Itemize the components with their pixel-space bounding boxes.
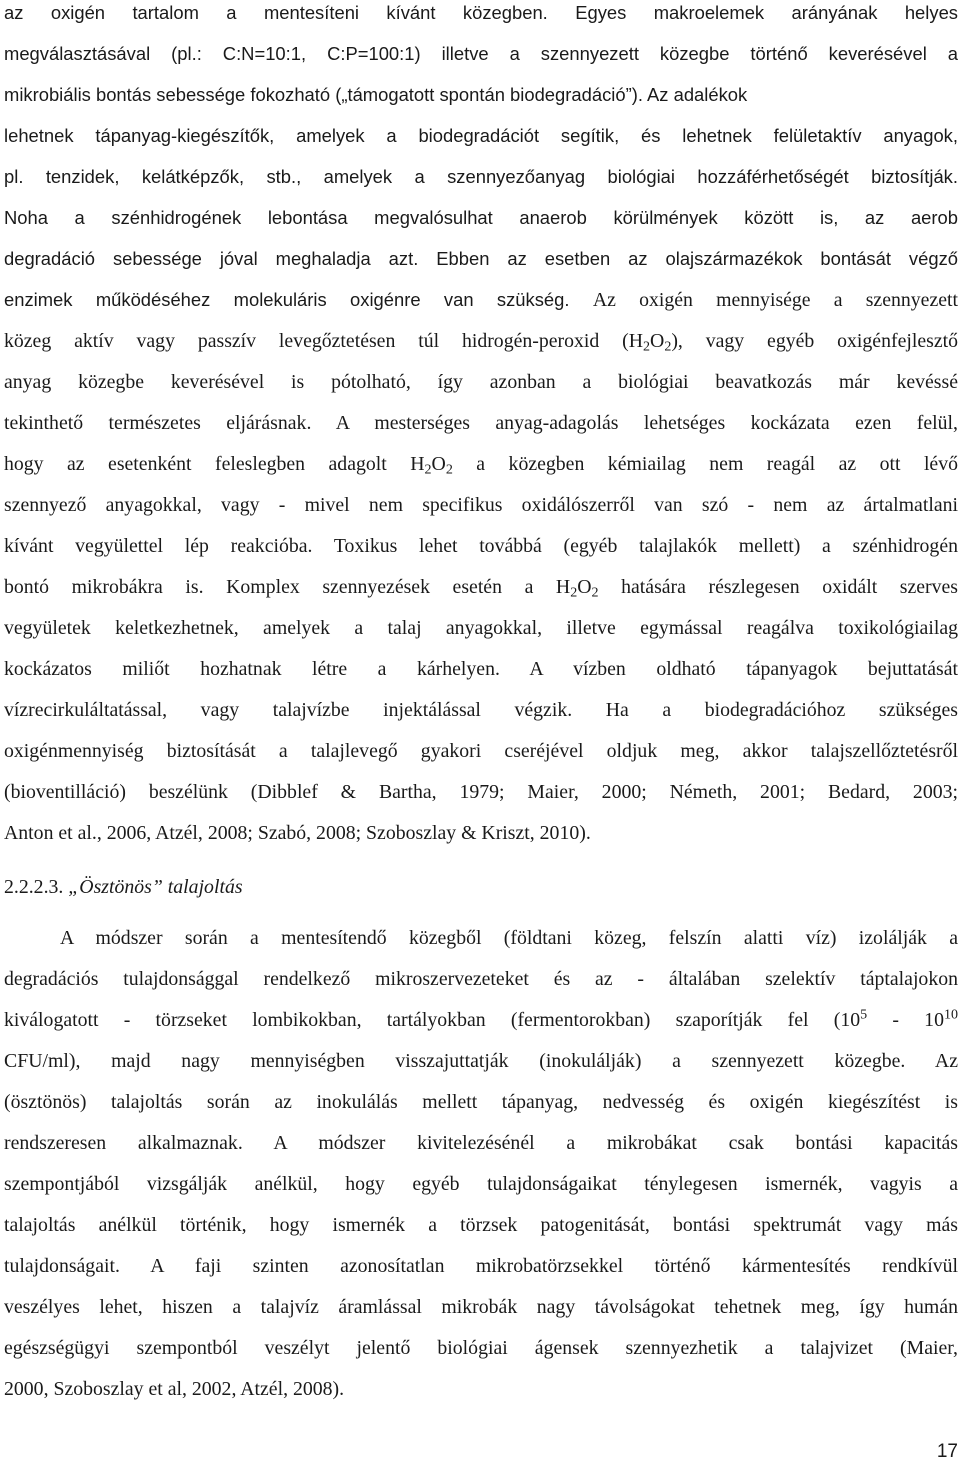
text-line (4, 408, 958, 438)
text-run: szempontjából vizsgálják anélkül, hogy egyéb tulajdonságaikat ténylegesen ismernék, vagyis a (4, 1173, 958, 1195)
section-title: „Ösztönös” talajoltás (68, 876, 243, 898)
text-run: O (577, 576, 592, 598)
text-run: mikrobiális bontás sebessége fokozható („támogatott spontán biodegradáció”). Az adalékok (4, 84, 748, 105)
text-run: Noha a szénhidrogének lebontása megvalósulhat anaerob körülmények között is, az aerob (4, 207, 958, 228)
text-run: egészségügyi szempontból veszélyt jelentő biológiai ágensek szennyezhetik a talajvizet (Maier, (4, 1337, 958, 1359)
text-run: CFU/ml), majd nagy mennyiségben visszajuttatják (inokulálják) a szennyezett közegbe. Az (4, 1050, 958, 1072)
text-line (4, 531, 958, 561)
text-line (4, 613, 958, 643)
text-line (4, 1005, 958, 1035)
subscript: 2 (424, 461, 432, 478)
text-run: rendszeresen alkalmaznak. A módszer kivitelezésénél a mikrobákat csak bontási kapacitás (4, 1132, 958, 1154)
text-line (4, 654, 958, 684)
text-run: ), vagy egyéb oxigénfejlesztő (671, 330, 958, 352)
superscript: 10 (943, 1006, 958, 1023)
text-line (4, 736, 958, 766)
text-line (4, 162, 958, 192)
text-line (4, 1046, 958, 1076)
text-run: tekinthető természetes eljárásnak. A mesterséges anyag-adagolás lehetséges kockázata ezen felül, (4, 412, 958, 434)
text-run: szennyező anyagokkal, vagy - mivel nem specifikus oxidálószerről van szó - nem az ártalmatlani (4, 494, 958, 516)
text-line (4, 964, 958, 994)
text-line (4, 490, 958, 520)
text-run: degradáció sebessége jóval meghaladja azt. Ebben az esetben az olajszármazékok bontását végző (4, 248, 958, 269)
text-run: a közegben kémiailag nem reagál az ott lévő (452, 453, 958, 475)
text-line (4, 1087, 958, 1117)
text-line (4, 244, 958, 274)
text-run: (ösztönös) talajoltás során az inokulálás mellett tápanyag, nedvesség és oxigén kiegészítést is (4, 1091, 958, 1113)
text-line (4, 326, 958, 356)
text-run: A módszer során a mentesítendő közegből (földtani közeg, felszín alatti víz) izolálják a (60, 927, 958, 949)
text-line (4, 1251, 958, 1281)
text-run: 2000, Szoboszlay et al, 2002, Atzél, 2008). (4, 1378, 345, 1400)
page-number: 17 (936, 1441, 958, 1462)
section-heading (4, 872, 958, 902)
text-line (4, 449, 958, 479)
text-run: kívánt vegyülettel lép reakcióba. Toxikus lehet továbbá (egyéb talajlakók mellett) a szénhidrogén (4, 535, 958, 557)
text-run: hatására részlegesen oxidált szerves (598, 576, 958, 598)
text-line (4, 1374, 958, 1404)
text-run: lehetnek tápanyag-kiegészítők, amelyek a biodegradációt segítik, és lehetnek felületaktív anyagok, (4, 125, 958, 146)
subscript: 2 (570, 584, 578, 601)
text-run: O (431, 453, 446, 475)
text-run: degradációs tulajdonsággal rendelkező mikroszervezeteket és az - általában szelektív táptalajokon (4, 968, 958, 990)
text-run: Az oxigén mennyisége a szennyezett (592, 289, 958, 311)
text-run: O (650, 330, 665, 352)
text-run: oxigénmennyiség biztosítását a talajlevegő gyakori cseréjével oldjuk meg, akkor talajszellőztetésről (4, 740, 958, 762)
subscript: 2 (664, 338, 672, 355)
text-run: Anton et al., 2006, Atzél, 2008; Szabó, 2008; Szoboszlay & Kriszt, 2010). (4, 822, 591, 844)
text-line (4, 367, 958, 397)
text-run: közeg aktív vagy passzív levegőztetésen túl hidrogén-peroxid (H (4, 330, 644, 352)
text-run: hogy az esetenként feleslegben adagolt H (4, 453, 425, 475)
text-run: vegyületek keletkezhetnek, amelyek a talaj anyagokkal, illetve egymással reagálva toxikológiailag (4, 617, 958, 639)
text-line (4, 0, 958, 28)
text-run: megválasztásával (pl.: C:N=10:1, C:P=100:1) illetve a szennyezett közegbe történő keverésével a (4, 43, 958, 64)
text-line (4, 80, 958, 110)
superscript: 5 (860, 1006, 868, 1023)
text-line (4, 1292, 958, 1322)
subscript: 2 (591, 584, 599, 601)
text-run: (bioventilláció) beszélünk (Dibblef & Bartha, 1979; Maier, 2000; Németh, 2001; Bedard, 2003; (4, 781, 958, 803)
text-line (4, 39, 958, 69)
text-run: enzimek működéséhez molekuláris oxigénre van szükség. (4, 289, 593, 310)
text-run: bontó mikrobákra is. Komplex szennyezések esetén a H (4, 576, 571, 598)
text-run: az oxigén tartalom a mentesíteni kívánt közegben. Egyes makroelemek arányának helyes (4, 2, 958, 23)
text-line (4, 818, 958, 848)
text-line (4, 121, 958, 151)
subscript: 2 (643, 338, 651, 355)
text-line (4, 1128, 958, 1158)
text-line (4, 285, 958, 315)
text-run: veszélyes lehet, hiszen a talajvíz áramlással mikrobák nagy távolságokat tehetnek meg, így humán (4, 1296, 958, 1318)
text-run: kiválogatott - törzseket lombikokban, tartályokban (fermentorokban) szaporítják fel (10 (4, 1009, 861, 1031)
text-line (60, 923, 958, 953)
text-run: vízrecirkuláltatással, vagy talajvízbe injektálással végzik. Ha a biodegradációhoz szükséges (4, 699, 958, 721)
text-line (4, 777, 958, 807)
text-run: pl. tenzidek, kelátképzők, stb., amelyek a szennyezőanyag biológiai hozzáférhetőségét biztosítják. (4, 166, 958, 187)
text-run: talajoltás anélkül történik, hogy ismernék a törzsek patogenitását, bontási spektrumát vagy más (4, 1214, 958, 1236)
text-line (4, 1169, 958, 1199)
text-line (4, 203, 958, 233)
section-number: 2.2.2.3. (4, 876, 69, 898)
text-line (4, 572, 958, 602)
text-line (4, 1333, 958, 1363)
text-run: - 10 (867, 1009, 944, 1031)
text-run: kockázatos miliőt hozhatnak létre a kárhelyen. A vízben oldható tápanyagok bejuttatását (4, 658, 958, 680)
text-run: anyag közegbe keverésével is pótolható, így azonban a biológiai beavatkozás már kevéssé (4, 371, 958, 393)
subscript: 2 (445, 461, 453, 478)
text-line (4, 695, 958, 725)
text-line (4, 1210, 958, 1240)
text-run: tulajdonságait. A faji szinten azonosítatlan mikrobatörzsekkel történő kármentesítés rendkívül (4, 1255, 958, 1277)
